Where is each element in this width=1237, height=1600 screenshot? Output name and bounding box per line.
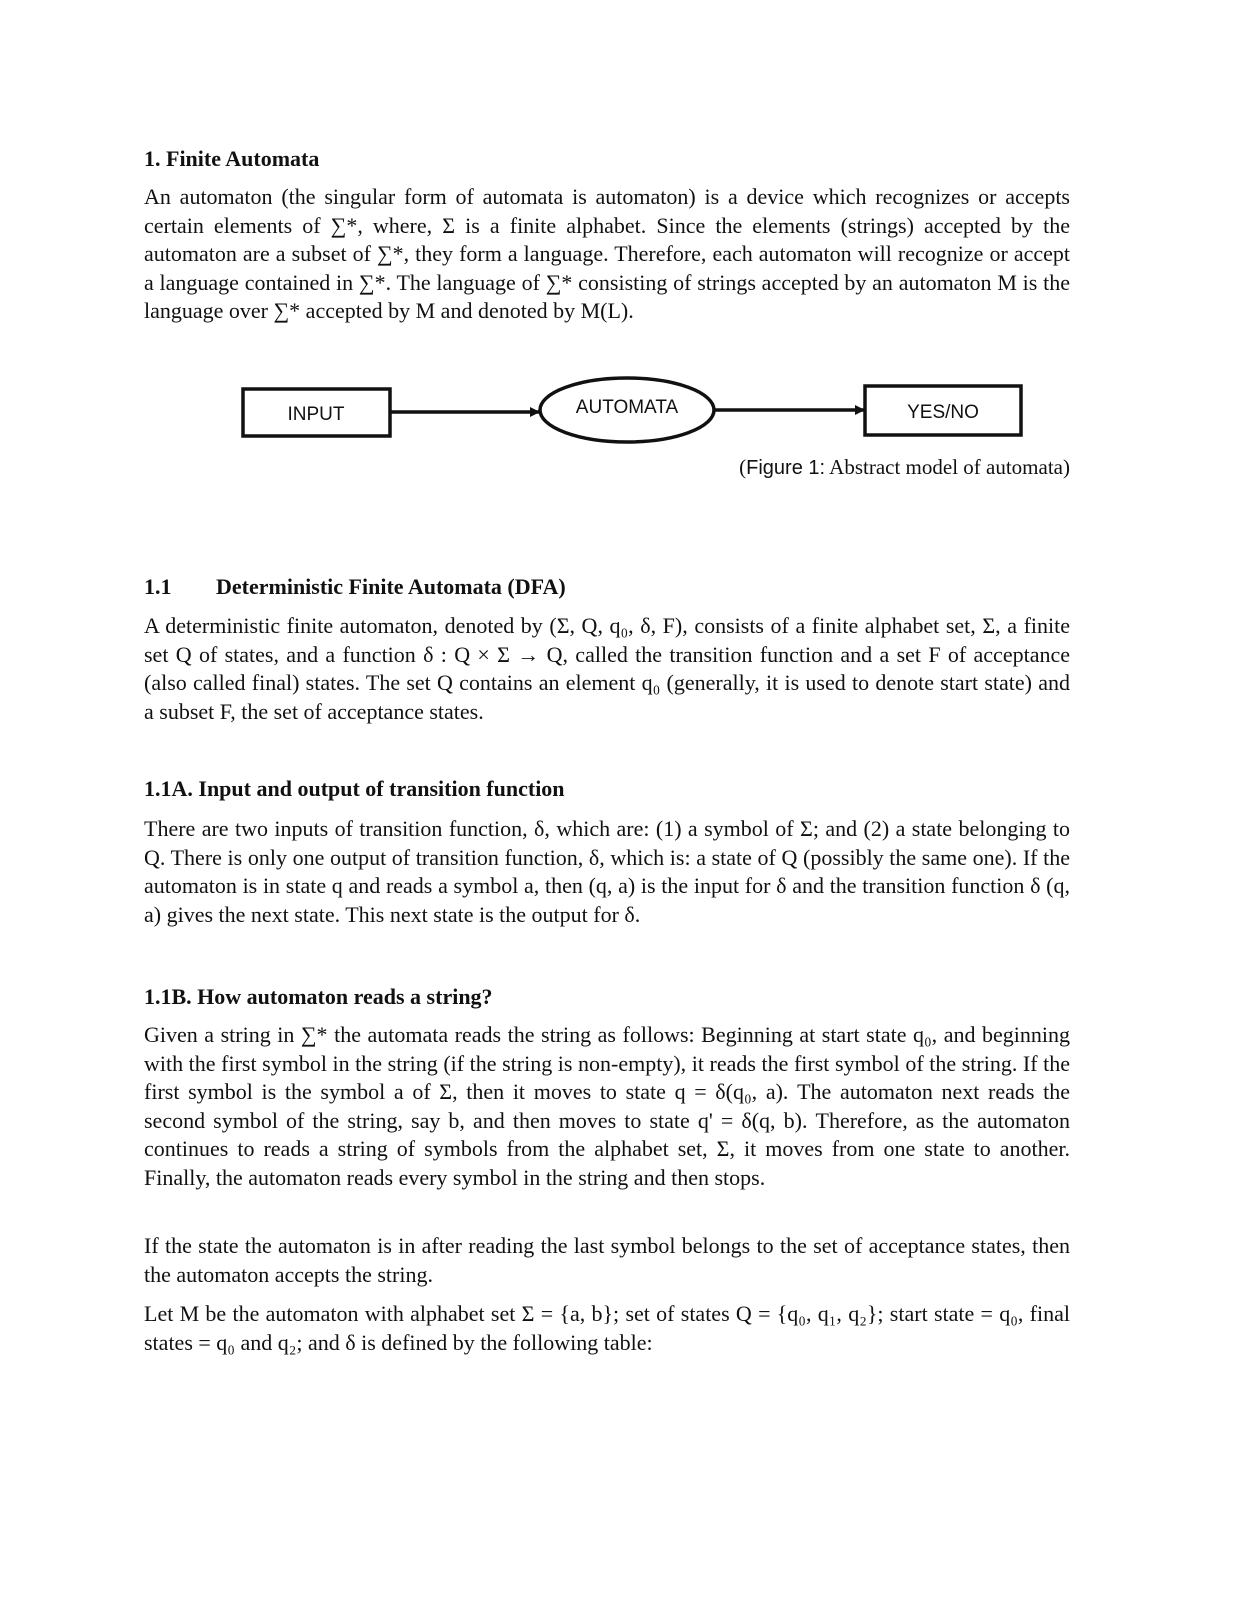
section-1-1b-paragraph-3: Let M be the automaton with alphabet set Σ = {a, b}; set of states Q = {q₀, q₁, q₂}; start state = q₀, final states = q₀ and q₂; and δ is defined by the following table: [144, 1301, 1070, 1355]
section-1-paragraph: An automaton (the singular form of automata is automaton) is a device which recognizes or accepts certain elements of ∑*, where, Σ is a finite alphabet. Since the elements (strings) accepted by the automaton are a subset of ∑*, they form a language. Therefore, each automaton will recognize or accept a language contained in ∑*. The language of ∑* consisting of strings accepted by an automaton M is the language over ∑* accepted by M and denoted by M(L). [144, 184, 1070, 323]
automata-label: AUTOMATA [575, 397, 679, 418]
section-1-1-title: Deterministic Finite Automata (DFA) [216, 574, 566, 599]
figure-1-caption [739, 455, 1070, 480]
caption-open-paren: ( [739, 455, 747, 479]
input-label: INPUT [287, 404, 345, 425]
section-1-1b-paragraph-2: If the state the automaton is in after reading the last symbol belongs to the set of acceptance states, then the automaton accepts the string. [144, 1233, 1070, 1287]
abstract-automata-diagram [0, 370, 1237, 450]
output-box [865, 386, 1021, 435]
section-1-1b-heading: 1.1B. How automaton reads a string? [144, 984, 493, 1009]
section-1-1-number: 1.1 [144, 574, 172, 599]
automata-ellipse [540, 378, 714, 442]
section-1-1-paragraph: A deterministic finite automaton, denoted by (Σ, Q, q₀, δ, F), consists of a finite alphabet set, Σ, a finite set Q of states, and a function δ : Q × Σ → Q, called the transition function and a set F of acceptance (also called final) states. The set Q contains an element q₀ (generally, it is used to denote start state) and a subset F, the set of acceptance states. [144, 613, 1070, 724]
section-1-1b-paragraph-1: Given a string in ∑* the automata reads the string as follows: Beginning at start state q₀, and beginning with the first symbol in the string (if the string is non-empty), it reads the first symbol of the string. If the first symbol is the symbol a of Σ, then it moves to state q = δ(q₀, a). The automaton next reads the second symbol of the string, say b, and then moves to state q' = δ(q, b). Therefore, as the automaton continues to reads a string of symbols from the alphabet set, Σ, it moves from one state to another. Finally, the automaton reads every symbol in the string and then stops. [144, 1022, 1070, 1190]
section-1-1-heading [144, 574, 566, 600]
caption-text: Abstract model of automata) [825, 455, 1070, 479]
caption-figure-label: Figure 1: [746, 457, 826, 479]
section-1-1a-heading: 1.1A. Input and output of transition function [144, 776, 565, 801]
input-box [243, 389, 390, 436]
section-1-heading: 1. Finite Automata [144, 146, 320, 171]
output-label: YES/NO [907, 402, 979, 423]
section-1-1a-paragraph: There are two inputs of transition function, δ, which are: (1) a symbol of Σ; and (2) a state belonging to Q. There is only one output of transition function, δ, which is: a state of Q (possibly the same one). If the automaton is in state q and reads a symbol a, then (q, a) is the input for δ and the transition function δ (q, a) gives the next state. This next state is the output for δ. [144, 816, 1070, 927]
